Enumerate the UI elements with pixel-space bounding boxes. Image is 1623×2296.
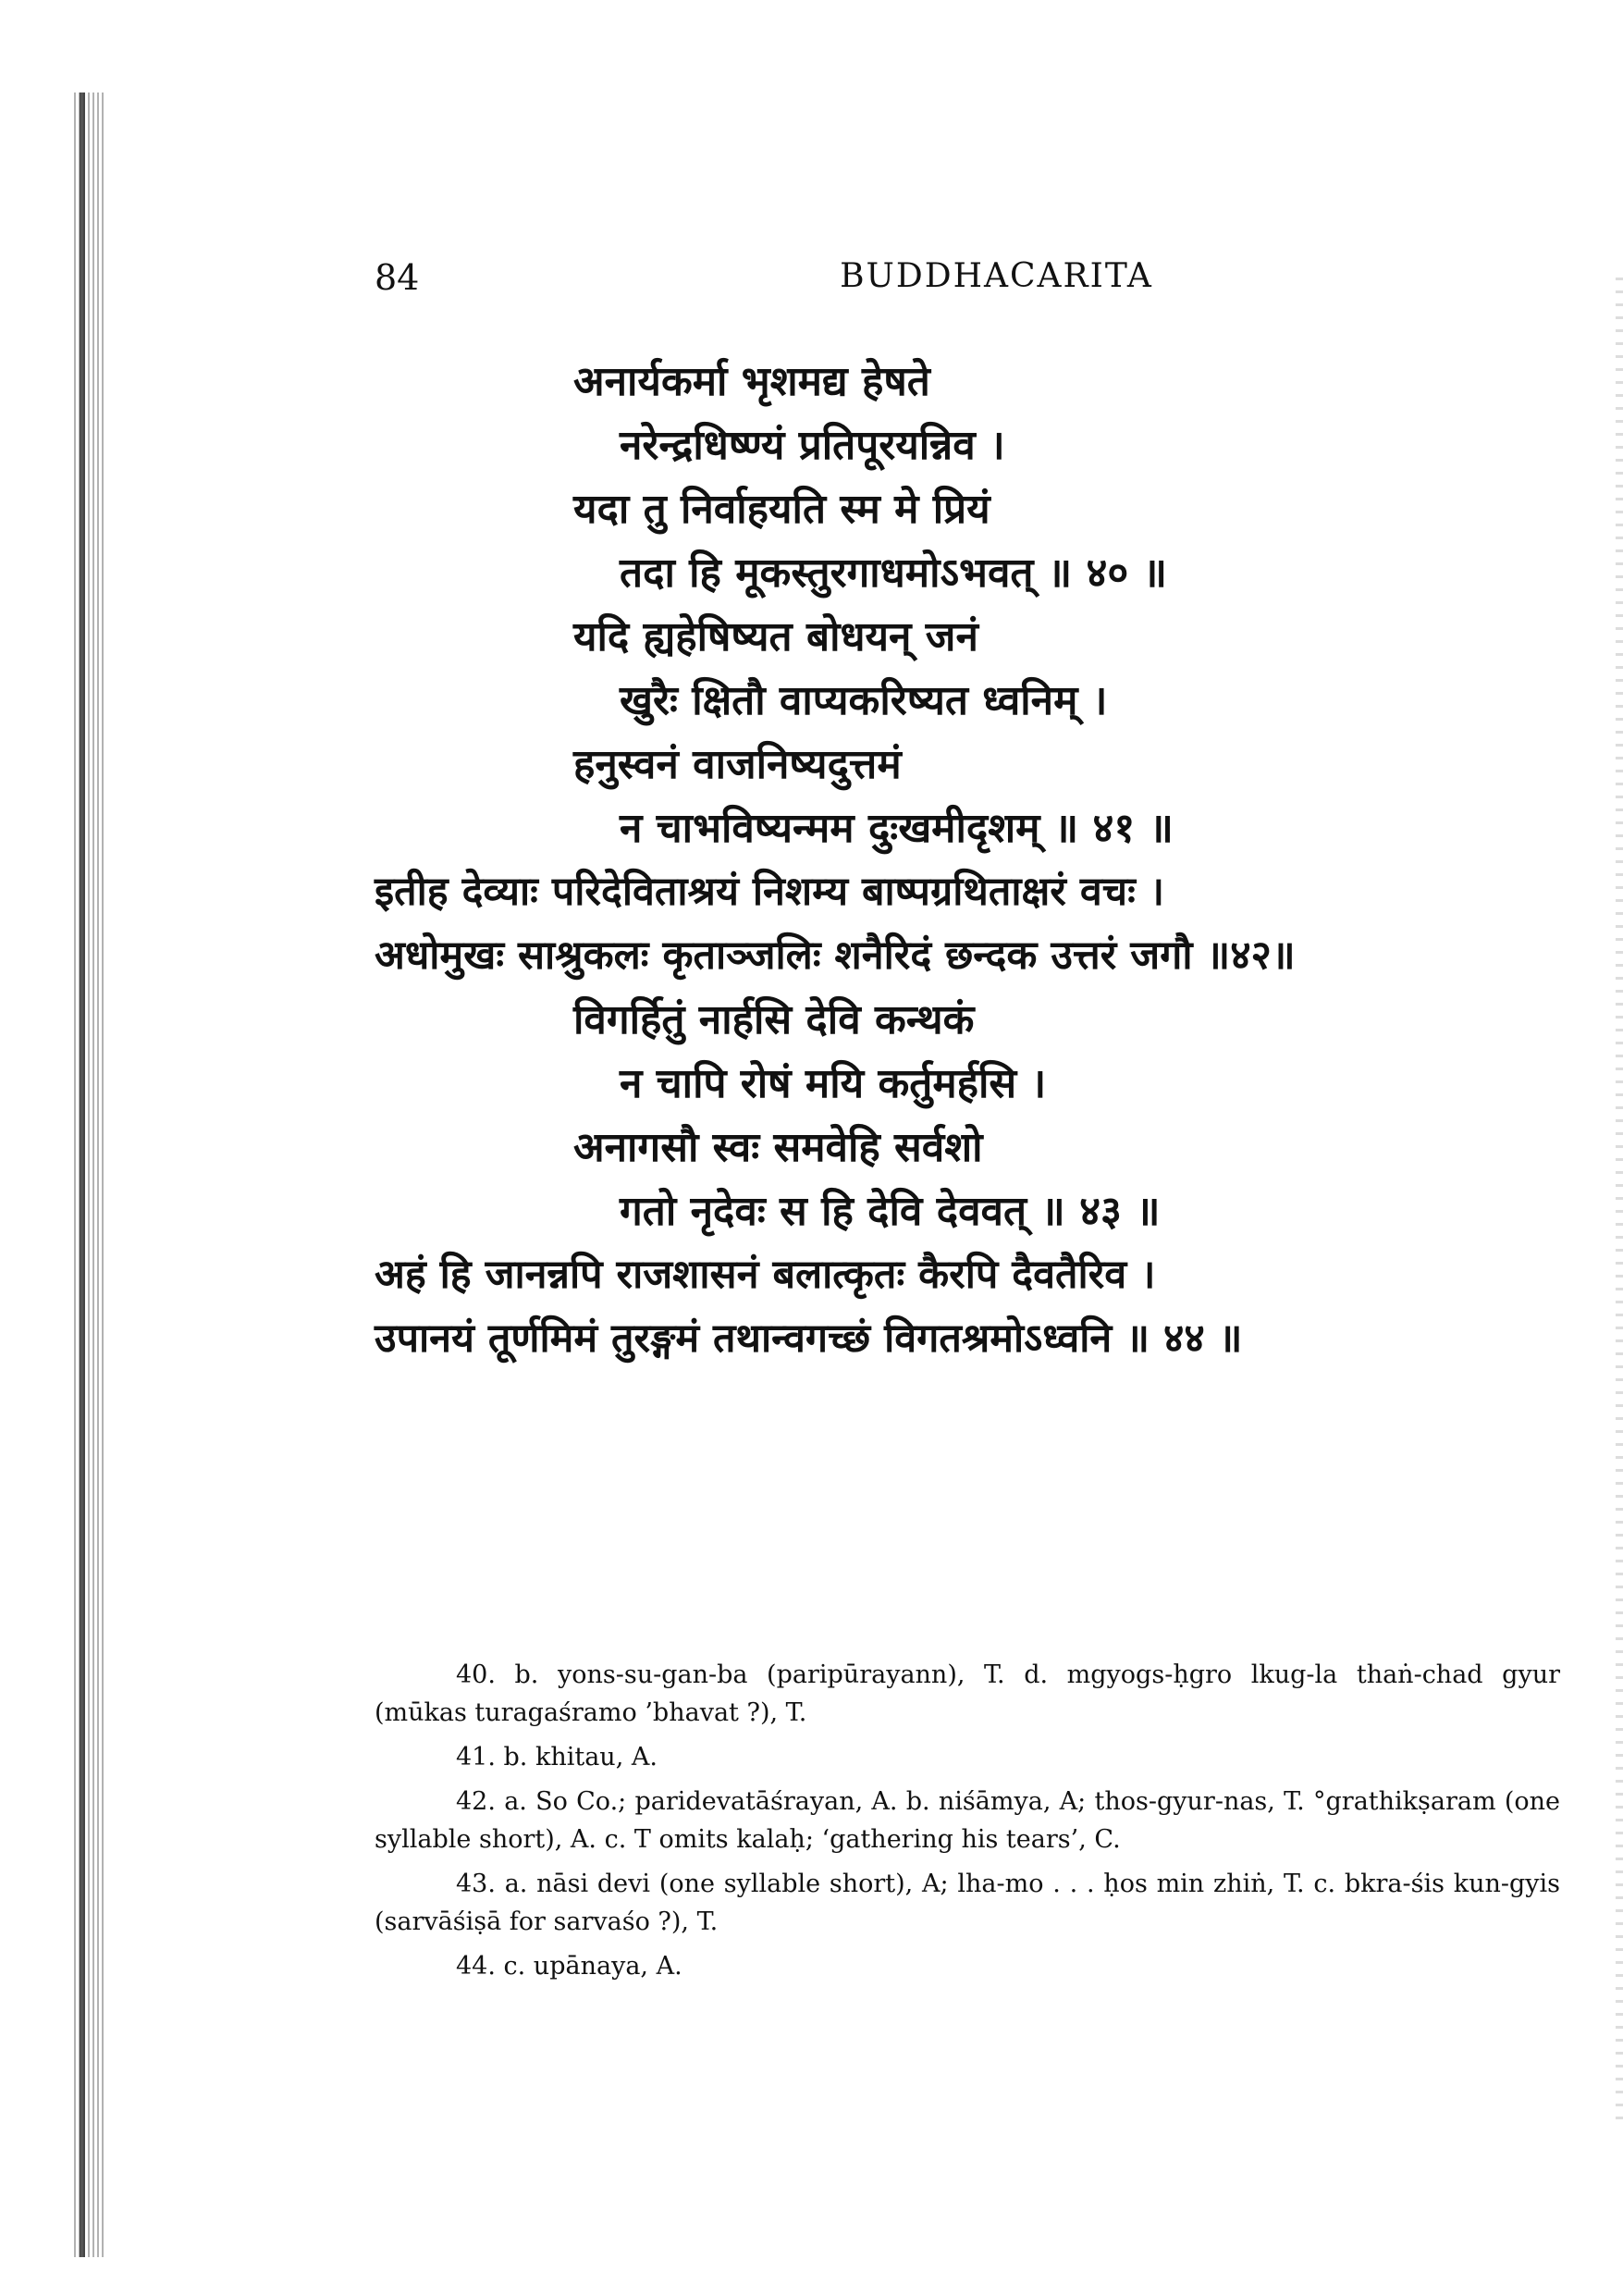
sanskrit-verses: [375, 350, 1568, 1371]
verse-line: अनागसौ स्वः समवेहि सर्वशो: [573, 1124, 983, 1171]
verse-line: गतो नृदेवः स हि देवि देववत् ॥ ४३ ॥: [620, 1188, 1161, 1235]
verse-line: खुरैः क्षितौ वाप्यकरिष्यत ध्वनिम् ।: [620, 677, 1108, 724]
footnote: 41. b. khitau, A.: [456, 1743, 658, 1771]
verse-line: तदा हि मूकस्तुरगाधमोऽभवत् ॥ ४० ॥: [620, 549, 1167, 597]
footnote: 43. a. nāsi devi (one syllable short), A; lha-mo . . . ḥos min zhiṅ, T. c. bkra-śis kun-gyis (sarvāśiṣā for sarvaśo ?), T.: [375, 1870, 1560, 1936]
verse-line: यदा तु निर्वाहयति स्म मे प्रियं: [573, 486, 990, 533]
verse-line: न चापि रोषं मयि कर्तुमर्हसि ।: [620, 1060, 1047, 1107]
verse-line: अधोमुखः साश्रुकलः कृताञ्जलिः शनैरिदं छन्दक उत्तरं जगौ ॥४२॥: [375, 932, 1296, 979]
verse-line: यदि ह्यहेषिष्यत बोधयन् जनं: [573, 613, 978, 660]
page-number: 84: [375, 257, 420, 298]
verse-line: अनार्यकर्मा भृशमद्य हेषते: [573, 358, 930, 405]
page-right-edge: [1616, 278, 1623, 2128]
verse-line: उपानयं तूर्णमिमं तुरङ्गमं तथान्वगच्छं विगतश्रमोऽध्वनि ॥ ४४ ॥: [375, 1315, 1243, 1362]
verse-line: न चाभविष्यन्मम दुःखमीदृशम् ॥ ४१ ॥: [620, 805, 1174, 852]
verse-line: विगर्हितुं नार्हसि देवि कन्थकं: [573, 996, 975, 1043]
footnote: 40. b. yons-su-gan-ba (paripūrayann), T. d. mgyogs-ḥgro lkug-la thaṅ-chad gyur (mūkas turagaśramo ’bhavat ?), T.: [375, 1660, 1560, 1727]
verse-line: इतीह देव्याः परिदेविताश्रयं निशम्य बाष्पग्रथिताक्षरं वचः ।: [375, 869, 1165, 915]
verse-line: नरेन्द्रधिष्ण्यं प्रतिपूरयन्निव ।: [620, 422, 1005, 469]
verse-line: अहं हि जानन्नपि राजशासनं बलात्कृतः कैरपि दैवतैरिव ।: [375, 1252, 1156, 1298]
page-header: [375, 257, 1563, 313]
book-spine-line: [80, 93, 85, 2257]
footnote: 44. c. upānaya, A.: [456, 1952, 682, 1981]
footnote: 42. a. So Co.; paridevatāśrayan, A. b. niśāmya, A; thos-gyur-nas, T. °grathikṣaram (one syllable short), A. c. T omits kalaḥ; ‘gathering his tears’, C.: [375, 1787, 1560, 1854]
verse-line: हनुस्वनं वाजनिष्यदुत्तमं: [573, 741, 902, 788]
critical-apparatus: [375, 1656, 1560, 1992]
running-title: BUDDHACARITA: [840, 257, 1153, 295]
